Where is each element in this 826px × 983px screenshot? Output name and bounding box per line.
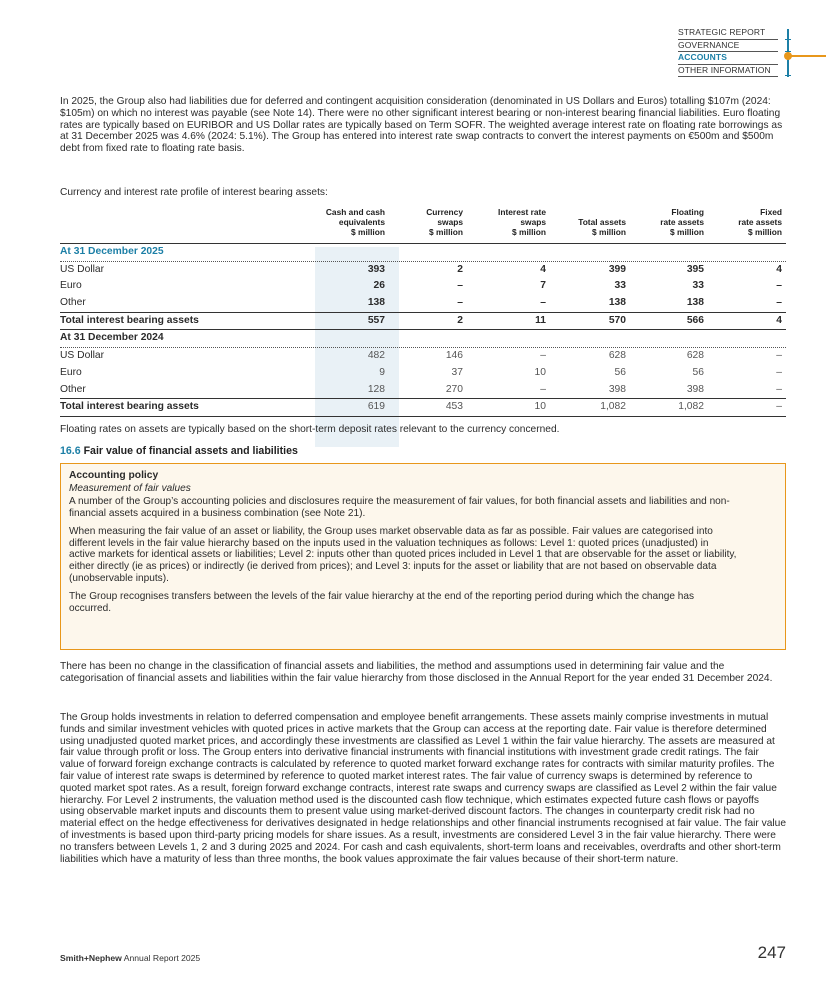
nav-other-information[interactable]: OTHER INFORMATION [678, 65, 778, 78]
table-header [60, 207, 786, 243]
nav-active-dot [784, 52, 792, 60]
accounting-policy-box [60, 463, 786, 650]
col-header-currency-swaps: Currency swaps $ million [426, 207, 463, 237]
interest-bearing-assets-table [60, 207, 786, 417]
intro-paragraph: In 2025, the Group also had liabilities due for deferred and contingent acquisition consideration (denominated in US Dollars and Euros) totalling $107m (2024: $105m) on which no interest was payable (see Note 14). There were no other significant interest bearing or non-interest bearing financial liabilities. Euro floating rates are typically based on EURIBOR and US Dollar rates are typically based on Term SOFR. The weighted average interest rate on floating rate borrowings as at 31 December 2025 was 4.6% (2024: 5.1%). The Group has entered into interest rate swap contracts to convert the interest payments on €500m and $500m debt from fixed rate to floating rate basis. [60, 96, 783, 155]
section-title: Fair value of financial assets and liabilities [83, 445, 298, 457]
policy-subtitle: Measurement of fair values [69, 483, 191, 494]
nav-governance[interactable]: GOVERNANCE [678, 40, 778, 53]
nav-strategic-report[interactable]: STRATEGIC REPORT [678, 27, 778, 40]
brand-name: Smith+Nephew [60, 953, 122, 963]
table-row: US Dollar 482 146 – 628 628 – [60, 350, 782, 362]
nav-tick-mark [785, 75, 791, 76]
section-nav [678, 27, 778, 77]
table-row: US Dollar 393 2 4 399 395 4 [60, 263, 782, 275]
section-number: 16.6 [60, 445, 81, 457]
table-row: Euro 26 – 7 33 33 – [60, 280, 782, 292]
policy-paragraph: The Group recognises transfers between the levels of the fair value hierarchy at the end of the reporting period during which the change has occurred. [69, 591, 695, 614]
table-row: Euro 9 37 10 56 56 – [60, 366, 782, 378]
nav-accounts[interactable]: ACCOUNTS [678, 52, 778, 65]
no-change-paragraph: There has been no change in the classification of financial assets and liabilities, the method and assumptions used in determining fair value and the categorisation of financial assets and liabilities within the fair value hierarchy from those disclosed in the Annual Report for the year ended 31 December 2024. [60, 661, 773, 684]
col-header-floating: Floating rate assets $ million [660, 207, 704, 237]
total-row-2024: Total interest bearing assets 619 453 10 1,082 1,082 – [60, 399, 786, 417]
nav-active-marker [788, 55, 826, 57]
policy-paragraph: A number of the Group’s accounting policies and disclosures require the measurement of fair values, for both financial assets and liabilities and non-financial assets acquired in a business combination (see Note 21). [69, 496, 730, 519]
policy-paragraph: When measuring the fair value of an asset or liability, the Group uses market observable data as far as possible. Fair values are categorised into different levels in the fair value hierarchy based on the inputs used in the valuation techniques as follows: Level 1: quoted prices (unadjusted) in active markets for identical assets or liabilities; Level 2: inputs other than quoted prices included in Level 1 that are observable for the asset or liability, either directly (ie as prices) or indirectly (ie derived from prices); and Level 3: inputs for the asset or liability that are not based on observable data (unobservable inputs). [69, 526, 737, 584]
table-row: Other 138 – – 138 138 – [60, 295, 786, 313]
table-row: Other 128 270 – 398 398 – [60, 382, 786, 400]
policy-title: Accounting policy [69, 470, 159, 481]
floating-rate-note: Floating rates on assets are typically based on the short-term deposit rates relevant to the currency concerned. [60, 424, 560, 435]
page-number: 247 [757, 943, 786, 962]
col-header-fixed: Fixed rate assets $ million [738, 207, 782, 237]
col-header-cash: Cash and cash equivalents $ million [325, 207, 385, 237]
footer-brand [60, 953, 200, 963]
nav-tick-mark [785, 39, 791, 40]
col-header-total-assets: Total assets $ million [578, 217, 626, 237]
section-2025: At 31 December 2025 [60, 244, 786, 262]
total-row-2025: Total interest bearing assets 557 2 11 570 566 4 [60, 313, 786, 331]
report-name: Annual Report 2025 [123, 953, 201, 963]
section-heading [60, 445, 298, 457]
investments-paragraph: The Group holds investments in relation to deferred compensation and employee benefit arrangements. These assets mainly comprise investments in mutual funds and similar investment vehicles with quoted prices in active markets that the Group can access at the reporting date. Fair value is therefore determined using unadjusted quoted market prices, and accordingly these investments are classified as Level 1 within the fair value hierarchy. The assets are measured at fair value through profit or loss. The Group enters into derivative financial instruments with financial institutions with investment grade credit ratings. The fair value of forward foreign exchange contracts is calculated by reference to quoted market forward exchange rates for contracts with similar maturity profiles. The fair value of interest rate swaps is determined by reference to quoted market interest rates. The fair value of currency swaps is determined by reference to quoted market spot rates. As a result, foreign forward exchange contracts, interest rate swaps and currency swaps are classified as Level 2 within the fair value hierarchy. For Level 2 instruments, the valuation method used is the discounted cash flow technique, which estimates expected future cash flows or payoffs using observable market inputs and discounts them to present value using market-derived discount factors. The changes in counterparty credit risk had no material effect on the hedge effectiveness for derivatives designated in hedge relationships and other financial instruments recognised at fair value. The fair value of investments is based upon third-party pricing models for share issues. As a result, investments are considered Level 3 in the fair value hierarchy. There were no transfers between Levels 1, 2 and 3 during 2025 and 2024. For cash and cash equivalents, short-term loans and receivables, overdrafts and other short-term liabilities which have a maturity of less than three months, the book values approximate the fair values because of their short-term nature. [60, 712, 787, 865]
col-header-interest-rate-swaps: Interest rate swaps $ million [498, 207, 546, 237]
table-caption: Currency and interest rate profile of interest bearing assets: [60, 187, 328, 198]
section-2024: At 31 December 2024 [60, 330, 786, 348]
